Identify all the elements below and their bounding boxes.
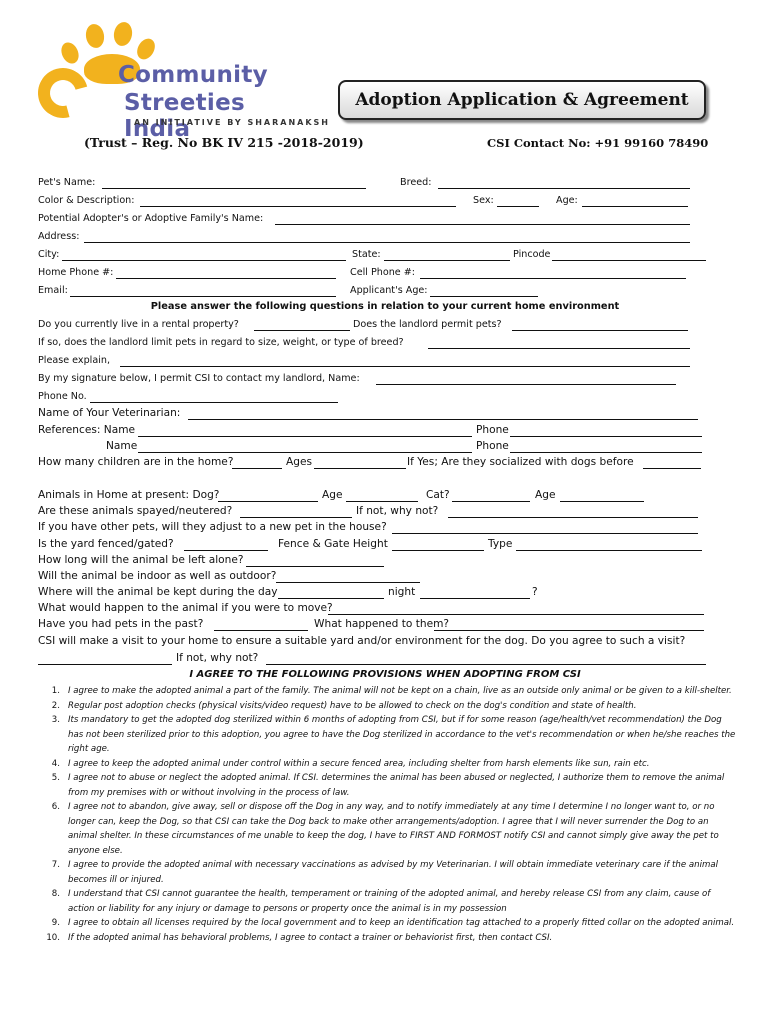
city-field[interactable] <box>62 260 346 261</box>
provision-number: 1. <box>51 686 60 696</box>
pets-name-field[interactable] <box>102 188 366 189</box>
visit-why-label: If not, why not? <box>176 652 259 664</box>
rental-field[interactable] <box>254 330 350 331</box>
provision-item <box>38 931 738 946</box>
provision-text: If the adopted animal has behavioral problems, I agree to contact a trainer or behaviorist first, then contact CSI. <box>68 932 553 943</box>
spayed-why-field[interactable] <box>448 517 698 518</box>
home-phone-field[interactable] <box>116 278 336 279</box>
fence-height-field[interactable] <box>392 550 484 551</box>
age-label: Age: <box>556 195 578 206</box>
logo-subtitle: AN INITIATIVE BY SHARANAKSH <box>134 118 330 127</box>
left-alone-label: How long will the animal be left alone? <box>38 554 244 566</box>
children-ages-field[interactable] <box>314 468 406 469</box>
provisions-list <box>38 684 738 945</box>
signature-label: By my signature below, I permit CSI to contact my landlord, Name: <box>38 373 360 384</box>
spayed-field[interactable] <box>240 517 352 518</box>
provision-item <box>38 699 738 714</box>
logo <box>34 16 330 142</box>
reference2-name-field[interactable] <box>138 452 472 453</box>
landlord-phone-field[interactable] <box>90 402 338 403</box>
home-phone-label: Home Phone #: <box>38 267 114 278</box>
provision-item <box>38 887 738 916</box>
provision-number: 2. <box>51 700 60 711</box>
address-field[interactable] <box>84 242 690 243</box>
provision-text: I agree to provide the adopted animal with necessary vaccinations as advised by my Veterinarian. I will obtain immediate veterinary care if the animal becomes ill or injured. <box>68 860 719 885</box>
provision-number: 4. <box>51 758 60 769</box>
explain-field[interactable] <box>120 366 690 367</box>
provision-text: I agree to obtain all licenses required by the local government and to keep an identification tag attached to a properly fitted collar on the adopted animal. <box>68 918 735 928</box>
cat-age-label: Age <box>535 489 556 501</box>
cat-label: Cat? <box>426 489 450 501</box>
provision-number: 10. <box>46 932 60 943</box>
kept-day-label: Where will the animal be kept during the day <box>38 586 278 598</box>
city-label: City: <box>38 249 60 260</box>
adopter-label: Potential Adopter's or Adoptive Family's Name: <box>38 213 264 224</box>
reference1-phone-field[interactable] <box>510 436 702 437</box>
paw-toe-icon <box>112 21 134 48</box>
state-field[interactable] <box>384 260 510 261</box>
socialized-field[interactable] <box>643 468 701 469</box>
left-alone-field[interactable] <box>246 566 384 567</box>
address-label: Address: <box>38 231 80 242</box>
paw-toe-icon <box>134 35 159 62</box>
rental-label: Do you currently live in a rental property? <box>38 319 239 330</box>
provision-number: 8. <box>51 889 60 899</box>
vet-field[interactable] <box>188 419 698 420</box>
applicant-age-field[interactable] <box>430 296 538 297</box>
fenced-field[interactable] <box>184 550 268 551</box>
references-label: References: Name <box>38 424 136 436</box>
cell-phone-field[interactable] <box>420 278 686 279</box>
provision-text: I agree to make the adopted animal a part of the family. The animal will not be kept on a chain, live as an outside only animal or be given to a kill-shelter. <box>68 686 732 696</box>
adjust-label: If you have other pets, will they adjust to a new pet in the house? <box>38 521 387 533</box>
explain-label: Please explain, <box>38 355 111 366</box>
had-pets-label: Have you had pets in the past? <box>38 618 204 630</box>
reference1-phone-label: Phone <box>476 424 509 436</box>
landlord-limit-field[interactable] <box>428 348 690 349</box>
dog-field[interactable] <box>218 501 318 502</box>
indoor-field[interactable] <box>276 582 420 583</box>
provision-item <box>38 684 738 699</box>
adopter-field[interactable] <box>275 224 690 225</box>
state-label: State: <box>352 249 381 260</box>
age-field[interactable] <box>582 206 688 207</box>
color-label: Color & Description: <box>38 195 135 206</box>
night-label: night <box>388 586 416 598</box>
provision-item <box>38 800 738 858</box>
provision-item <box>38 916 738 931</box>
contact-number: CSI Contact No: +91 99160 78490 <box>487 136 709 150</box>
spayed-label: Are these animals spayed/neutered? <box>38 505 233 517</box>
dog-age-label: Age <box>322 489 343 501</box>
ages-label: Ages <box>286 456 313 468</box>
what-happened-label: What happened to them? <box>314 618 450 630</box>
pets-name-label: Pet's Name: <box>38 177 96 188</box>
applicant-age-label: Applicant's Age: <box>350 285 428 296</box>
fence-height-label: Fence & Gate Height <box>278 538 388 550</box>
landlord-permit-label: Does the landlord permit pets? <box>353 319 502 330</box>
provision-number: 5. <box>51 773 60 783</box>
animals-home-label: Animals in Home at present: Dog? <box>38 489 220 501</box>
provisions-heading: I AGREE TO THE FOLLOWING PROVISIONS WHEN ADOPTING FROM CSI <box>189 669 581 680</box>
move-label: What would happen to the animal if you were to move? <box>38 602 333 614</box>
visit-answer-field[interactable] <box>38 664 172 665</box>
pincode-label: Pincode <box>513 249 551 260</box>
email-label: Email: <box>38 285 68 296</box>
sex-label: Sex: <box>473 195 494 206</box>
move-field[interactable] <box>328 614 704 615</box>
kept-day-field[interactable] <box>278 598 384 599</box>
vet-label: Name of Your Veterinarian: <box>38 407 181 419</box>
provision-number: 9. <box>51 918 60 928</box>
breed-field[interactable] <box>438 188 690 189</box>
question-mark: ? <box>532 586 538 598</box>
provision-item <box>38 757 738 772</box>
logo-title-line1: Community <box>118 62 268 88</box>
dog-age-field[interactable] <box>346 501 418 502</box>
color-field[interactable] <box>140 206 456 207</box>
adjust-field[interactable] <box>392 533 698 534</box>
fenced-label: Is the yard fenced/gated? <box>38 538 174 550</box>
breed-label: Breed: <box>400 177 432 188</box>
landlord-name-field[interactable] <box>376 384 676 385</box>
reference2-phone-field[interactable] <box>510 452 702 453</box>
email-field[interactable] <box>70 296 336 297</box>
socialized-label: If Yes; Are they socialized with dogs before <box>407 456 634 468</box>
trust-registration: (Trust – Reg. No BK IV 215 -2018-2019) <box>84 135 364 150</box>
provision-text: I agree not to abuse or neglect the adopted animal. If CSI. determines the animal has been abused or neglected, I authorize them to remove the animal from my premises with or without involving in the process of law. <box>68 773 725 798</box>
reference2-phone-label: Phone <box>476 440 509 452</box>
fence-type-label: Type <box>488 538 513 550</box>
provision-text: I understand that CSI cannot guarantee the health, temperament or training of the adopted animal, and hereby release CSI from any claim, cause of action or liability for any injury or damage to persons or property once the animal is in my possession <box>68 889 711 914</box>
phone-no-label: Phone No. <box>38 391 87 402</box>
provision-item <box>38 858 738 887</box>
logo-title-line2: Streeties India <box>124 90 245 142</box>
provision-text: Its mandatory to get the adopted dog sterilized within 6 months of adopting from CSI, but if for some reason (age/health/vet recommendation) the Dog has not been sterilized prior to this adoption, you agree to have the Dog sterilized in accordance to the vet's recommendation or when he/she reaches the right age. <box>68 715 736 754</box>
cell-phone-label: Cell Phone #: <box>350 267 416 278</box>
visit-why-field[interactable] <box>266 664 706 665</box>
provision-number: 7. <box>51 860 60 870</box>
provision-item <box>38 713 738 757</box>
cat-field[interactable] <box>452 501 530 502</box>
visit-label: CSI will make a visit to your home to ensure a suitable yard and/or environment for the dog. Do you agree to such a visit? <box>38 635 686 647</box>
provision-number: 6. <box>51 802 60 812</box>
provision-text: I agree to keep the adopted animal under control within a secure fenced area, including shelter from harsh elements like sun, rain etc. <box>68 758 650 769</box>
children-field[interactable] <box>232 468 282 469</box>
provision-text: I agree not to abandon, give away, sell or dispose off the Dog in any way, and to notify immediately at any time I determine I no longer want to, or no longer can, keep the Dog, so that CSI can take the Dog back to make other arrangements/adoption. I agree that I will never surrender the Dog to an animal shelter. In these circumstances of me unable to keep the dog, I have to FIRST AND FORMOST notify CSI and cannot simply give away the pet to anyone else. <box>68 802 719 856</box>
sex-field[interactable] <box>497 206 539 207</box>
children-label: How many children are in the home? <box>38 456 234 468</box>
reference2-name-label: Name <box>106 440 138 452</box>
section-heading: Please answer the following questions in relation to your current home environment <box>150 301 620 312</box>
kept-night-field[interactable] <box>420 598 530 599</box>
provision-item <box>38 771 738 800</box>
pincode-field[interactable] <box>552 260 706 261</box>
paw-toe-icon <box>84 23 106 50</box>
landlord-permit-field[interactable] <box>512 330 688 331</box>
what-happened-field[interactable] <box>434 630 704 631</box>
landlord-limit-label: If so, does the landlord limit pets in regard to size, weight, or type of breed? <box>38 337 404 348</box>
provision-number: 3. <box>51 715 60 725</box>
spayed-why-label: If not, why not? <box>356 505 439 517</box>
reference1-name-field[interactable] <box>138 436 472 437</box>
paw-toe-icon <box>58 40 82 67</box>
provision-text: Regular post adoption checks (physical visits/video request) have to be allowed to check on the dog's condition and state of health. <box>68 700 637 711</box>
page-title: Adoption Application & Agreement <box>338 80 706 120</box>
indoor-label: Will the animal be indoor as well as outdoor? <box>38 570 277 582</box>
had-pets-field[interactable] <box>214 630 308 631</box>
cat-age-field[interactable] <box>560 501 644 502</box>
fence-type-field[interactable] <box>516 550 702 551</box>
